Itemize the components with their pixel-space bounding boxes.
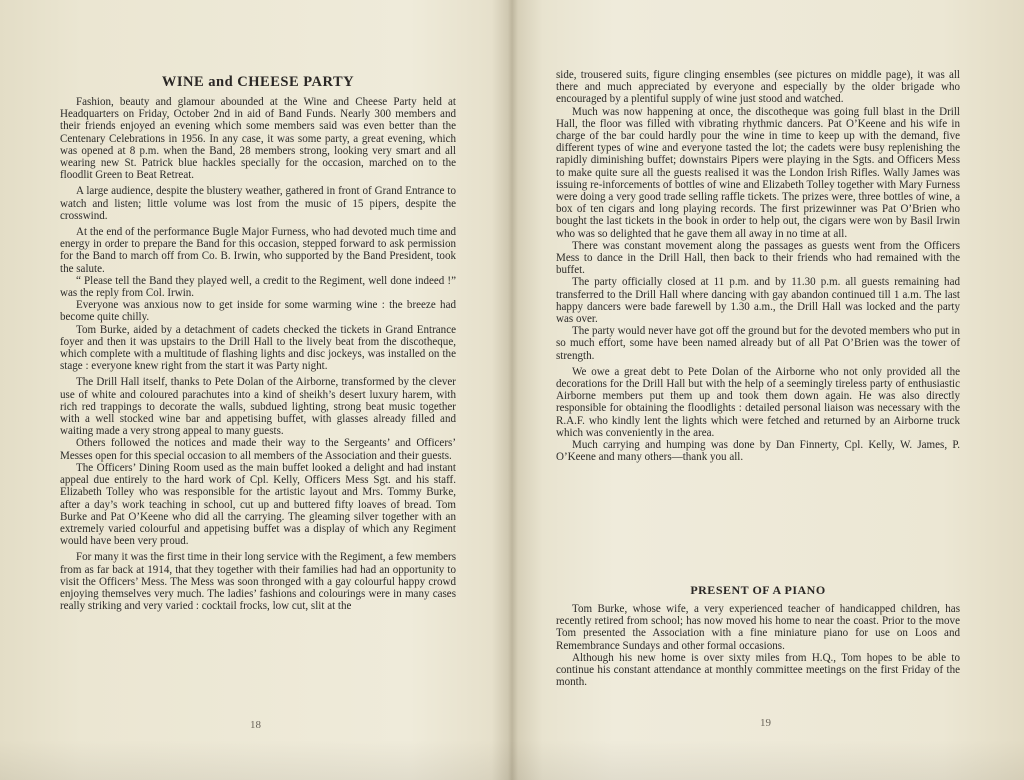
paragraph: A large audience, despite the blustery weather, gathered in front of Grand Entrance to watch and listen; little volume was lost from the music of 15 pipers, despite the crosswind. [60,185,456,222]
page-number: 19 [760,717,771,729]
paragraph: Much was now happening at once, the discotheque was going full blast in the Drill Hall, the floor was filled with vibrating rhythmic dancers. Pat O’Keene and his wife in charge of the bar could hardly pour the wine in time to keep up with the demand, five different types of wine and everyone tasted the lot; the cadets were busy replenishing the rapidly diminishing buffet; downstairs Pipers were playing in the Sgts. and Officers Mess to make quite sure all the guests realised it was the London Irish Rifles. Wally James was issuing re-inforcements of bottles of wine and Elizabeth Tolley together with Mary Furness were doing a very good trade selling raffle tickets. The prizes were, three bottles of wine, a box of ten cigars and long playing records. The first prizewinner was Pat O’Brien who bought the last tickets in the book in order to help out, the cigars were won by Basil Irwin who was so delighted that he gave them all away in no time at all. [556,105,960,240]
continued-paragraph: side, trousered suits, figure clinging ensembles (see pictures on middle page), it was all there and much appreciated by everyone and especially by the older brigade who encouraged by a plentiful supply of wine just stood and watched. [556,69,960,106]
paragraph: Tom Burke, aided by a detachment of cadets checked the tickets in Grand Entrance foyer and then it was upstairs to the Drill Hall to the lively beat from the discotheque, which complete with a multitude of flashing lights and disc jockeys, was installed on the stage : everyone knew right from the start it was Party night. [60,323,456,373]
right-page-body [556,69,960,464]
paragraph: Others followed the notices and made their way to the Sergeants’ and Officers’ Messes open for this special occasion to all members of the Association and their guests. [60,437,456,462]
paragraph: The Drill Hall itself, thanks to Pete Dolan of the Airborne, transformed by the clever use of white and coloured parachutes into a kind of sheikh’s desert luxury harem, with rich red trappings to decorate the walls, subdued lighting, strong beat music together with a well stocked wine bar and appetising buffet, with glasses already filled and waiting made a very strong appeal to many guests. [60,376,456,438]
paragraph: Tom Burke, whose wife, a very experienced teacher of handicapped children, has recently retired from school; has now moved his home to near the coast. Prior to the move Tom presented the Association with a fine miniature piano for use on Loos and Remembrance Sundays and other formal occasions. [556,603,960,652]
page-shadow [0,740,1024,780]
paragraph: The party officially closed at 11 p.m. and by 11.30 p.m. all guests remaining had transferred to the Drill Hall where dancing with gay abandon continued till 1 a.m. The last happy dancers were bade farewell by 1.30 a.m., the Drill Hall was locked and the party was over. [556,276,960,326]
paragraph: At the end of the performance Bugle Major Furness, who had devoted much time and energy in order to prepare the Band for this occasion, stepped forward to ask permission for the Band to march off from Co. B. Irwin, who supported by the Band President, took the salute. [60,226,456,275]
section2-body [556,603,960,688]
article-title: WINE and CHEESE PARTY [161,74,355,90]
paragraph: “ Please tell the Band they played well, a credit to the Regiment, well done indeed !” was the reply from Col. Irwin. [60,274,456,300]
section-title: PRESENT OF A PIANO [690,583,826,597]
paragraph: The Officers’ Dining Room used as the main buffet looked a delight and had instant appeal due entirely to the hard work of Cpl. Kelly, Officers Mess Sgt. and his staff. Elizabeth Tolley who was responsible for the artistic layout and Mrs. Tommy Burke, after a day’s work teaching in school, cut up and buttered fifty loaves of bread. Tom Burke and Pat O’Keene who did all the carrying. The gleaming silver together with an extremely varied colourful and appetising buffet was a display of which any Regiment would have been very proud. [60,461,456,548]
paragraph: The party would never have got off the ground but for the devoted members who put in so much effort, some have been named already but of all Pat O’Brien was the tower of strength. [556,325,960,362]
paragraph: Fashion, beauty and glamour abounded at the Wine and Cheese Party held at Headquarters on Friday, October 2nd in aid of Band Funds. Nearly 300 members and their friends enjoyed an evening which some members said was even better than the Centenary Celebrations in 1956. In any case, it was some party, a great evening, which was opened at 8 p.m. when the Band, 28 members strong, looking very smart and all wearing new St. Patrick blue hackles specially for the occasion, marched on to the floodlit Green to Beat Retreat. [60,96,456,182]
paragraph: For many it was the first time in their long service with the Regiment, a few members from as far back at 1914, that they together with their families had had an opportunity to visit the Officers’ Mess. The Mess was soon thronged with a gay colourful happy crowd enjoying themselves very much. The ladies’ fashions and colourings were in many cases really striking and very varied : cocktail frocks, low cut, slit at the [60,551,456,613]
paragraph: Although his new home is over sixty miles from H.Q., Tom hopes to be able to continue his constant attendance at monthly committee meetings on the first Friday of the month. [556,651,960,689]
paragraph: Everyone was anxious now to get inside for some warming wine : the breeze had become quite chilly. [60,299,456,324]
paragraph: There was constant movement along the passages as guests went from the Officers Mess to dance in the Drill Hall, then back to their friends who had remained with the buffet. [556,239,960,277]
paragraph: We owe a great debt to Pete Dolan of the Airborne who not only provided all the decorations for the Drill Hall but with the help of a seemingly tireless party of enthusiastic Airborne members put them up and took them down again. He was also directly responsible for obtaining the floodlights : detailed personal liaison was necessary with the R.A.F. who kindly lent the lights which were fetched and returned by an Airborne truck which was conveniently in the area. [556,365,960,439]
page-number: 18 [250,719,261,731]
right-page [512,0,1024,780]
paragraph: Much carrying and humping was done by Dan Finnerty, Cpl. Kelly, W. James, P. O’Keene and many others—thank you all. [556,439,960,464]
left-page-body [60,96,456,612]
